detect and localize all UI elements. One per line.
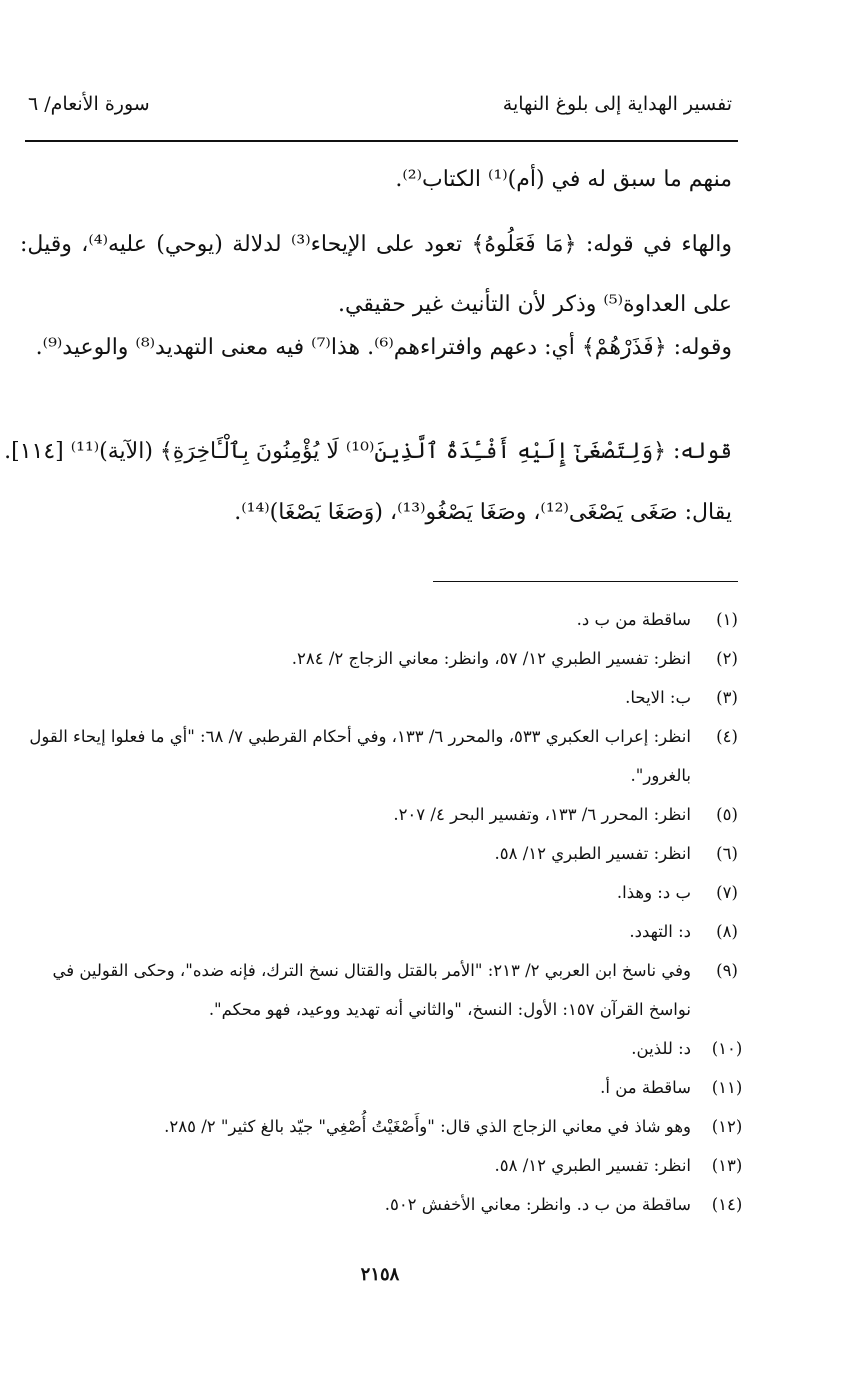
body-paragraph-2: والهاء في قوله: ﴿مَا فَعَلُوهُ﴾ تعود على الإيحاء⁽³⁾ لدلالة (يوحي) عليه⁽⁴⁾، وقيل: على العداوة⁽⁵⁾ وذكر لأن التأنيث غير حقيقي. — [20, 232, 732, 317]
footnote-number: (١١) — [711, 1078, 743, 1097]
footnote-number: (٦) — [716, 844, 738, 863]
footnote-item — [26, 717, 751, 795]
footnote-item — [26, 1146, 751, 1185]
footnote-text: انظر: تفسير الطبري ١٢/ ٥٨. — [494, 844, 691, 863]
footnote-item — [26, 873, 751, 912]
footnote-text: د: التهدد. — [629, 922, 691, 941]
footnote-item — [26, 795, 751, 834]
footnote-item — [26, 1029, 751, 1068]
footnote-number: (٤) — [716, 727, 738, 746]
footnote-text: انظر: تفسير الطبري ١٢/ ٥٧، وانظر: معاني الزجاج ٢/ ٢٨٤. — [291, 649, 691, 668]
footnote-number: (١) — [716, 610, 738, 629]
footnote-item — [26, 600, 751, 639]
footnote-number: (١٢) — [711, 1117, 743, 1136]
footnote-text: وهو شاذ في معاني الزجاج الذي قال: "وأَصْغَيْتُ أُصْغِي" جيّد بالغ كثير" ٢/ ٢٨٥. — [164, 1117, 691, 1136]
footnote-text: انظر: إعراب العكبري ٥٣٣، والمحرر ٦/ ١٣٣، وفي أحكام القرطبي ٧/ ٦٨: "أي ما فعلوا إيحاء القول بالغرور". — [29, 727, 691, 785]
footnote-number: (١٣) — [711, 1156, 743, 1175]
footnote-text: ساقطة من أ. — [600, 1078, 691, 1097]
footnote-text: انظر: تفسير الطبري ١٢/ ٥٨. — [494, 1156, 691, 1175]
footnote-item — [26, 912, 751, 951]
footnote-list — [26, 600, 751, 1224]
footnote-text: د: للذين. — [631, 1039, 691, 1058]
footnote-number: (٨) — [716, 922, 738, 941]
body-paragraph-5: يقال: صَغَى يَصْغَى⁽¹²⁾، وصَغَا يَصْغُو⁽¹³⁾، (وَصَغَا يَصْغَا)⁽¹⁴⁾. — [234, 500, 732, 525]
footnote-text: انظر: المحرر ٦/ ١٣٣، وتفسير البحر ٤/ ٢٠٧. — [393, 805, 691, 824]
body-paragraph-1: منهم ما سبق له في (أم)⁽¹⁾ الكتاب⁽²⁾. — [395, 167, 732, 192]
body-paragraph-4: قوله: ﴿وَلِتَصْغَىٰٓ إِلَيْهِ أَفْـِٔدَةُ ٱلَّذِينَ⁽¹⁰⁾ لَا يُؤْمِنُونَ بِٱلْـَٔاخِرَةِ﴾ (الآية)⁽¹¹⁾ [١١٤]. — [4, 439, 732, 464]
footnote-item — [26, 1185, 751, 1224]
footnote-text: ساقطة من ب د. وانظر: معاني الأخفش ٥٠٢. — [384, 1195, 691, 1214]
footnote-number: (٢) — [716, 649, 738, 668]
footnote-number: (٧) — [716, 883, 738, 902]
body-paragraph-3: وقوله: ﴿فَذَرْهُمْ﴾ أي: دعهم وافتراءهم⁽⁶⁾. هذا⁽⁷⁾ فيه معنى التهديد⁽⁸⁾ والوعيد⁽⁹⁾. — [35, 335, 732, 360]
footnote-text: ساقطة من ب د. — [576, 610, 691, 629]
running-header-surah: سورة الأنعام/ ٦ — [28, 93, 150, 115]
footnote-number: (٥) — [716, 805, 738, 824]
footnote-number: (٣) — [716, 688, 738, 707]
footnote-text: ب: الايحا. — [625, 688, 691, 707]
footnote-item — [26, 1107, 751, 1146]
header-divider — [25, 140, 738, 142]
footnote-number: (١٤) — [711, 1195, 743, 1214]
running-header-book-title: تفسير الهداية إلى بلوغ النهاية — [502, 93, 732, 115]
page-number: ٢١٥٨ — [360, 1264, 400, 1285]
footnote-text: وفي ناسخ ابن العربي ٢/ ٢١٣: "الأمر بالقتل والقتال نسخ الترك، فإنه ضده"، وحكى القولين في نواسخ القرآن ١٥٧: الأول: النسخ، "والثاني أنه تهديد ووعيد، فهو محكم". — [52, 961, 691, 1019]
footnote-text: ب د: وهذا. — [616, 883, 691, 902]
footnote-item — [26, 678, 751, 717]
footnote-item — [26, 834, 751, 873]
footnote-item — [26, 1068, 751, 1107]
footnote-number: (٩) — [716, 961, 738, 980]
footnote-item — [26, 639, 751, 678]
footnote-number: (١٠) — [711, 1039, 743, 1058]
footnote-item — [26, 951, 751, 1029]
footnote-divider — [433, 581, 738, 582]
